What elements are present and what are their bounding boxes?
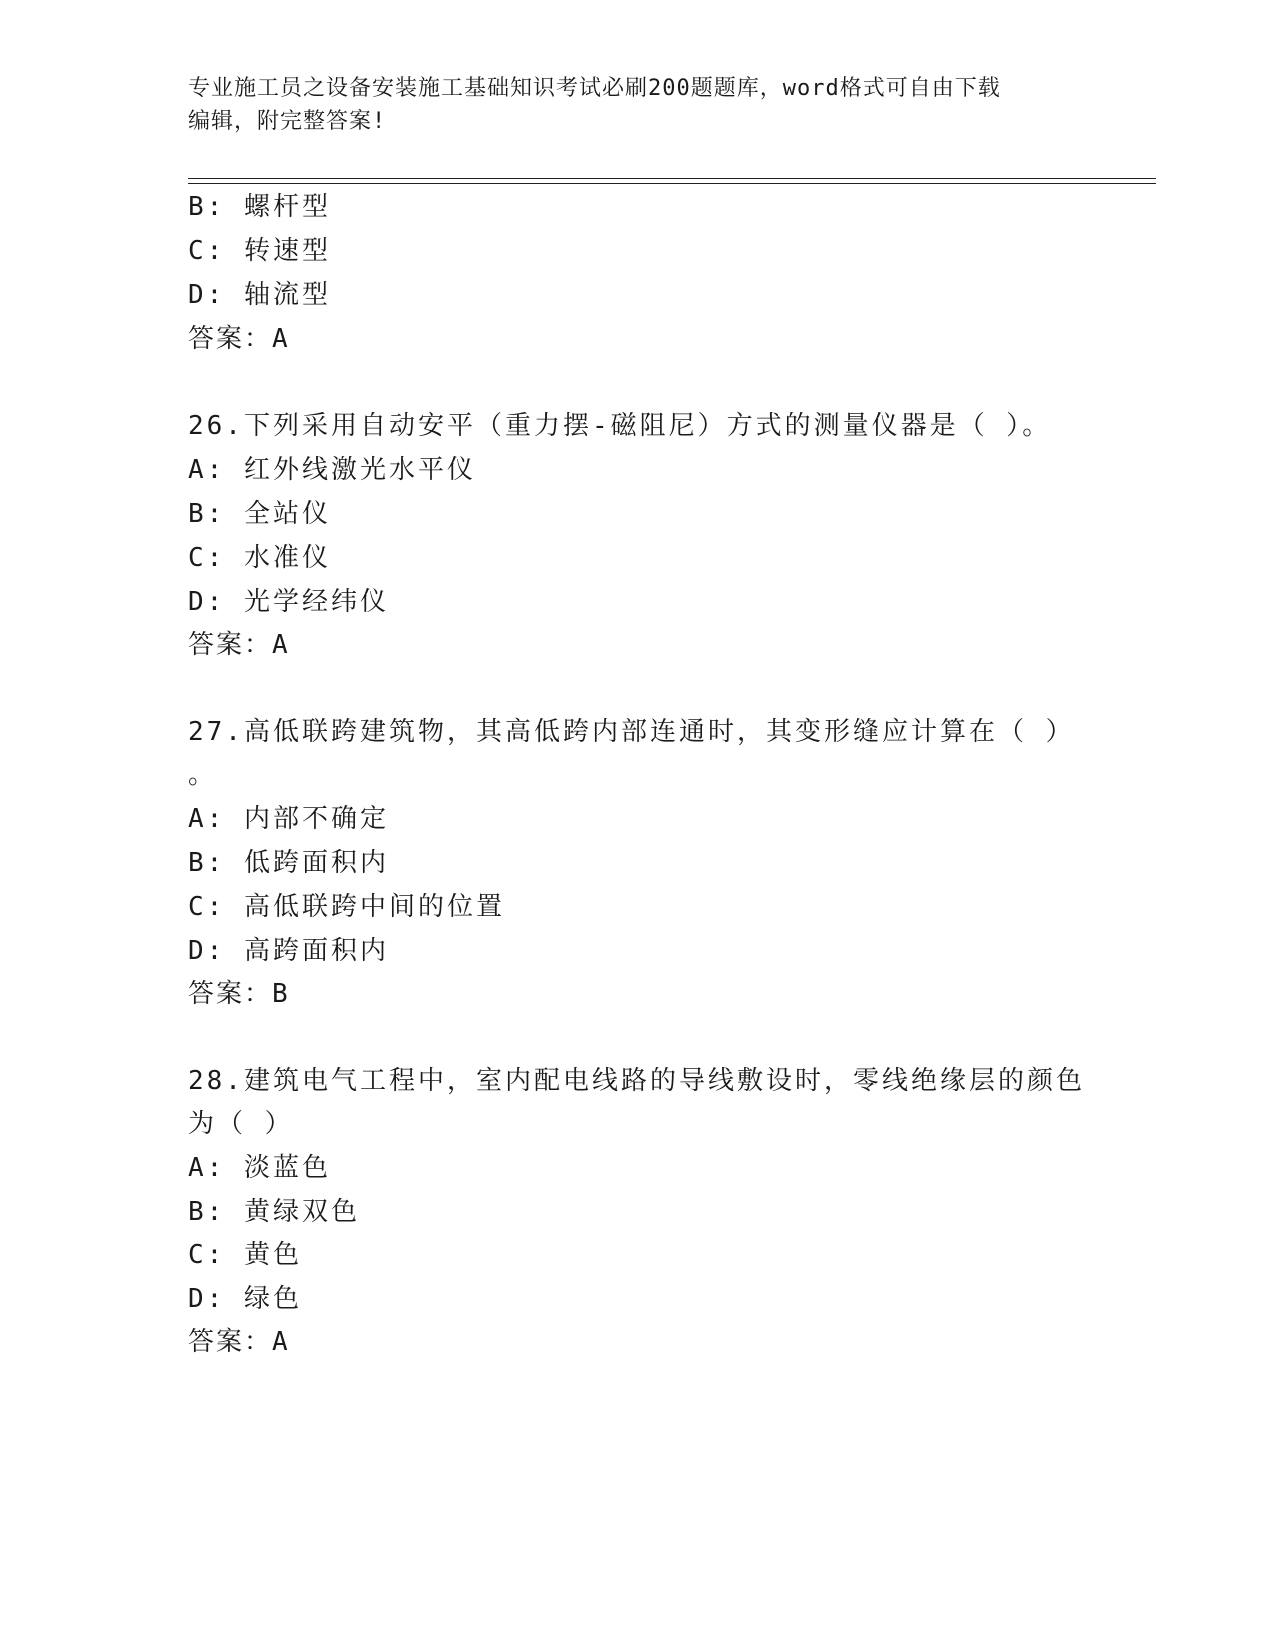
q27-option-c: C: 高低联跨中间的位置	[188, 892, 505, 922]
header-divider-bottom	[188, 183, 1156, 184]
q28-answer: 答案：A	[188, 1327, 290, 1357]
q26-option-c: C: 水准仪	[188, 543, 331, 573]
q28-option-d: D: 绿色	[188, 1284, 302, 1314]
q28-option-b: B: 黄绿双色	[188, 1197, 360, 1227]
q26-option-d: D: 光学经纬仪	[188, 587, 389, 617]
q25-answer: 答案：A	[188, 324, 290, 354]
q27-option-d: D: 高跨面积内	[188, 936, 389, 966]
header-divider-top	[188, 178, 1156, 179]
q27-answer: 答案：B	[188, 979, 290, 1009]
q27-option-b: B: 低跨面积内	[188, 848, 389, 878]
header-title-line1: 专业施工员之设备安装施工基础知识考试必刷200题题库，word格式可自由下载	[188, 76, 1001, 101]
q25-option-d: D: 轴流型	[188, 280, 331, 310]
q28-option-a: A: 淡蓝色	[188, 1153, 331, 1183]
q26-option-a: A: 红外线激光水平仪	[188, 455, 476, 485]
document-header	[188, 72, 1088, 138]
q25-option-c: C: 转速型	[188, 236, 331, 266]
q27-stem-line2: 。	[188, 760, 218, 790]
header-title-line2: 编辑，附完整答案!	[188, 109, 387, 134]
q28-option-c: C: 黄色	[188, 1240, 302, 1270]
q27-option-a: A: 内部不确定	[188, 804, 389, 834]
q28-stem-line2: 为（ ）	[188, 1109, 294, 1139]
q26-stem: 26.下列采用自动安平（重力摆-磁阻尼）方式的测量仪器是（ ）。	[188, 411, 1052, 441]
q25-option-b: B: 螺杆型	[188, 192, 331, 222]
q26-option-b: B: 全站仪	[188, 499, 331, 529]
q27-stem-line1: 27.高低联跨建筑物，其高低跨内部连通时，其变形缝应计算在（ ）	[188, 717, 1075, 747]
q28-stem-line1: 28.建筑电气工程中，室内配电线路的导线敷设时，零线绝缘层的颜色	[188, 1066, 1085, 1096]
q26-answer: 答案：A	[188, 630, 290, 660]
